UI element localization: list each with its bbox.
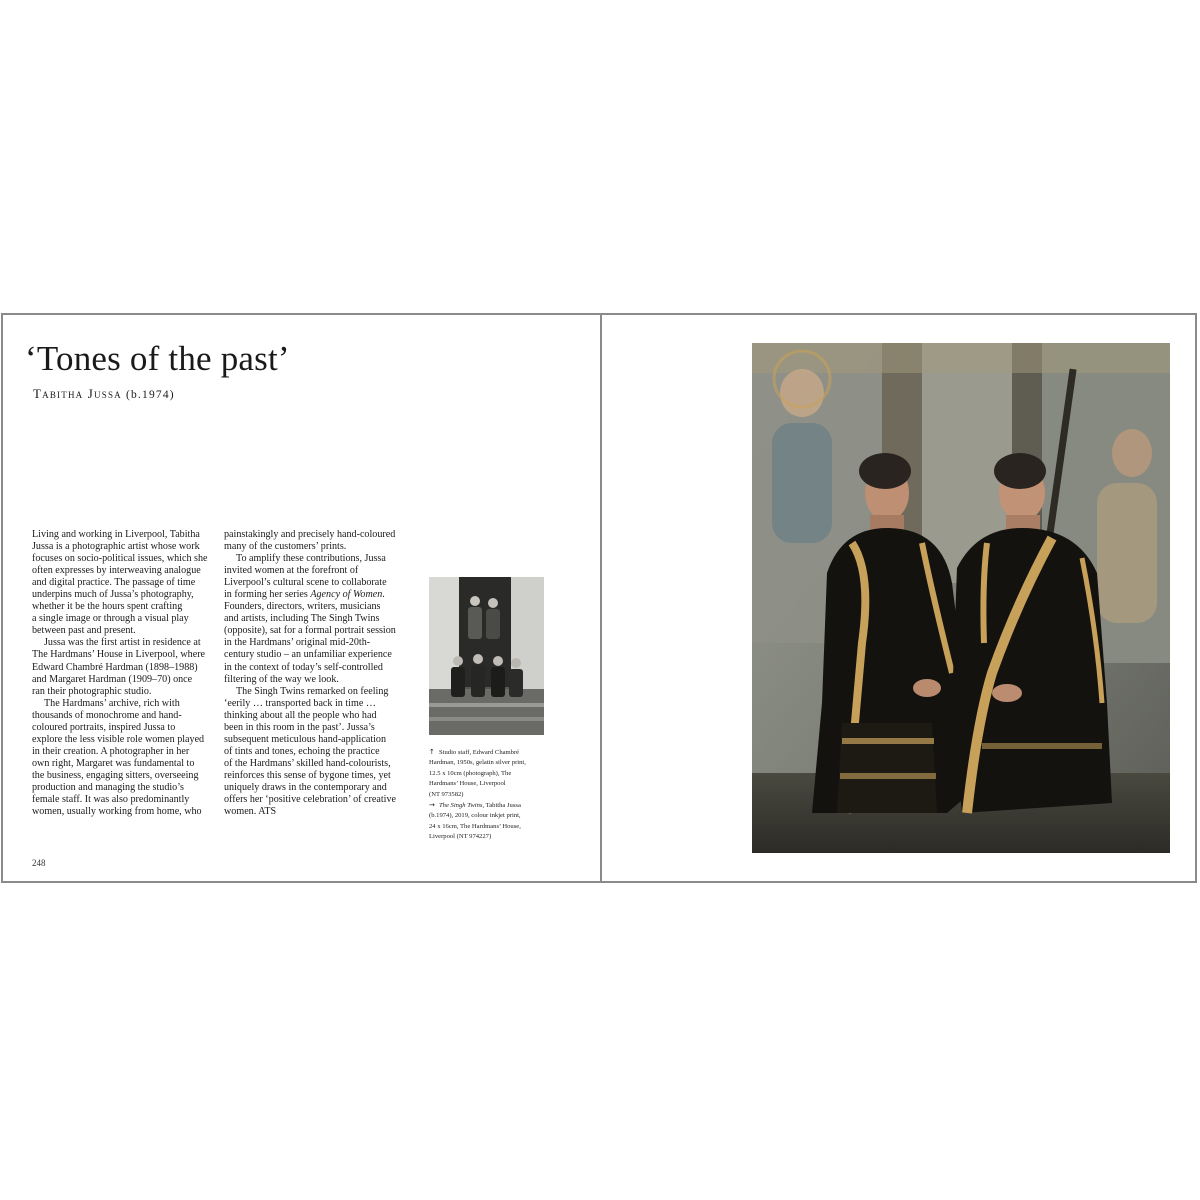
series-title: Agency of Women [310, 589, 383, 601]
body-column-1 [32, 529, 222, 818]
paragraph: Jussa was the first artist in residence at The Hardmans’ House in Liverpool, where Edward Chambré Hardman (1898–1988) and Margaret Hardman (1909–70) once ran their photographic studio. [32, 637, 206, 697]
studio-staff-photo-image [429, 577, 544, 735]
author-name: Tabitha Jussa [33, 386, 122, 401]
book-spread [1, 313, 1197, 883]
singh-twins-portrait [752, 343, 1170, 853]
paragraph: To amplify these contributions, Jussa invited women at the forefront of Liverpool’s cultural scene to collaborate in forming her series Agency of Women. Founders, directors, writers, musicians and artists, including The Singh Twins (opposite), sat for a formal portrait session in the Hardmans’ original mid-20th- century studio – an unfamiliar experience in the context of today’s self-controlled filtering of the way we look. [224, 553, 396, 685]
article-title: ‘Tones of the past’ [25, 339, 290, 378]
paragraph: The Hardmans’ archive, rich with thousands of monochrome and hand- coloured portraits, inspired Jussa to explore the less visible role women played in their creation. A photographer in her own right, Margaret was fundamental to the business, engaging sitters, overseeing production and managing the studio’s female staff. It was also predominantly women, usually working from home, who [32, 697, 205, 818]
author-line [33, 386, 175, 402]
author-dates: (b.1974) [125, 389, 175, 401]
page-number: 248 [32, 858, 46, 868]
studio-staff-photo [429, 577, 544, 735]
image-caption: ↑ Studio staff, Edward Chambré Hardman, 1950s, gelatin silver print, 12.5 x 10cm (photograph), The Hardmans’ House, Liverpool (NT 973582) → The Singh Twins, Tabitha Jussa (b.1974), 2019, colour inkjet print, 24 x 16cm, The Hardmans’ House, Liverpool (NT 974227) [429, 748, 526, 841]
paragraph: The Singh Twins remarked on feeling ‘eerily … transported back in time … thinking about all the people who had been in this room in the past’. Jussa’s subsequent meticulous hand-application of tints and tones, echoing the practice of the Hardmans’ skilled hand-colourists, reinforces this sense of bygone times, yet uniquely draws in the contemporary and offers her ‘positive celebration’ of creative women. ATS [224, 685, 396, 818]
body-column-2 [224, 529, 414, 818]
paragraph: Living and working in Liverpool, Tabitha Jussa is a photographic artist whose work focuses on socio-political issues, which she often expresses by interweaving analogue and digital practice. The passage of time underpins much of Jussa’s photography, whether it be the hours spent crafting a single image or through a visual play between past and present. [32, 529, 208, 637]
up-arrow-icon: ↑ [429, 748, 435, 756]
book-gutter [600, 315, 602, 881]
right-arrow-icon: → [429, 801, 435, 810]
paragraph: painstakingly and precisely hand-coloured many of the customers’ prints. [224, 529, 396, 553]
singh-twins-portrait-image [752, 343, 1170, 853]
